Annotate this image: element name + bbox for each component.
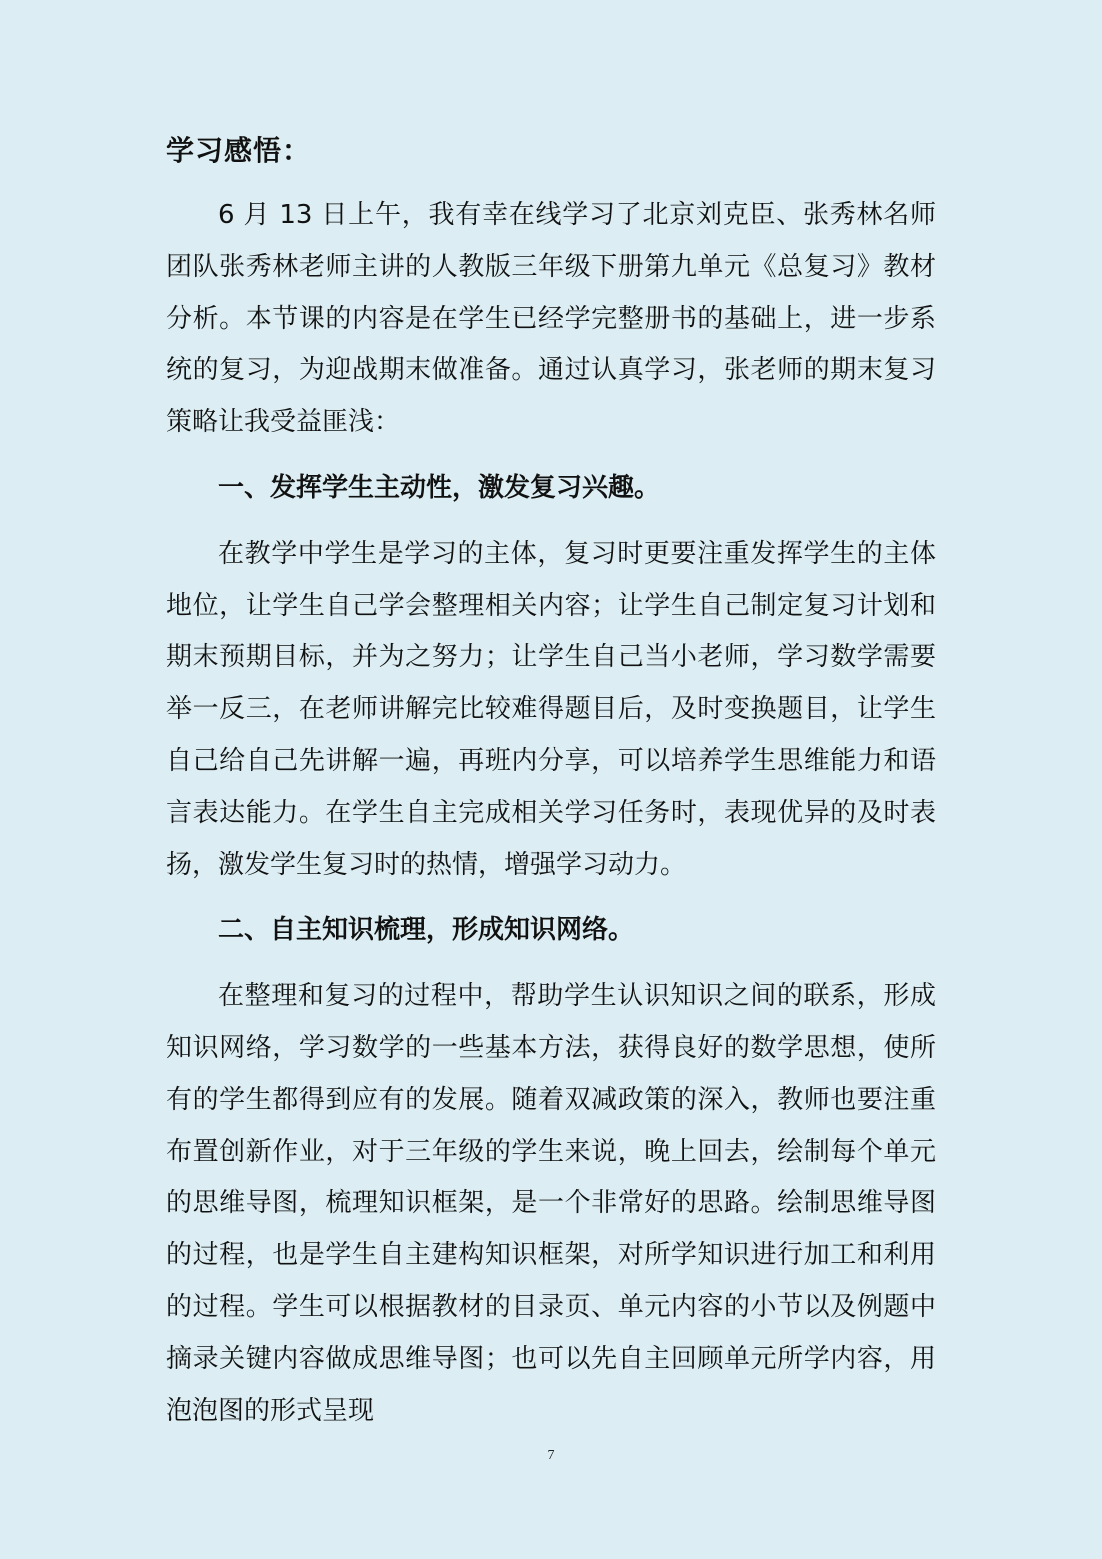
- intro-paragraph: 6 月 13 日上午，我有幸在线学习了北京刘克臣、张秀林名师团队张秀林老师主讲的人教版三年级下册第九单元《总复习》教材分析。本节课的内容是在学生已经学完整册书的基础上，进一步系统的复习，为迎战期末做准备。通过认真学习，张老师的期末复习策略让我受益匪浅：: [166, 200, 936, 438]
- page-number: 7: [547, 1448, 555, 1463]
- document-page: [166, 126, 936, 1437]
- section2-paragraph: 在整理和复习的过程中，帮助学生认识知识之间的联系，形成知识网络，学习数学的一些基本方法，获得良好的数学思想，使所有的学生都得到应有的发展。随着双减政策的深入，教师也要注重布置创新作业，对于三年级的学生来说，晚上回去，绘制每个单元的思维导图，梳理知识框架，是一个非常好的思路。绘制思维导图的过程，也是学生自主建构知识框架，对所学知识进行加工和利用的过程。学生可以根据教材的目录页、单元内容的小节以及例题中摘录关键内容做成思维导图；也可以先自主回顾单元所学内容，用泡泡图的形式呈现: [166, 981, 936, 1426]
- section-heading: 学习感悟：: [166, 134, 312, 167]
- section2-title: 二、自主知识梳理，形成知识网络。: [218, 915, 635, 946]
- section1-paragraph: 在教学中学生是学习的主体，复习时更要注重发挥学生的主体地位，让学生自己学会整理相关内容；让学生自己制定复习计划和期末预期目标，并为之努力；让学生自己当小老师，学习数学需要举一反三，在老师讲解完比较难得题目后，及时变换题目，让学生自己给自己先讲解一遍，再班内分享，可以培养学生思维能力和语言表达能力。在学生自主完成相关学习任务时，表现优异的及时表扬，激发学生复习时的热情，增强学习动力。: [166, 538, 936, 880]
- section1-title: 一、发挥学生主动性，激发复习兴趣。: [218, 472, 661, 503]
